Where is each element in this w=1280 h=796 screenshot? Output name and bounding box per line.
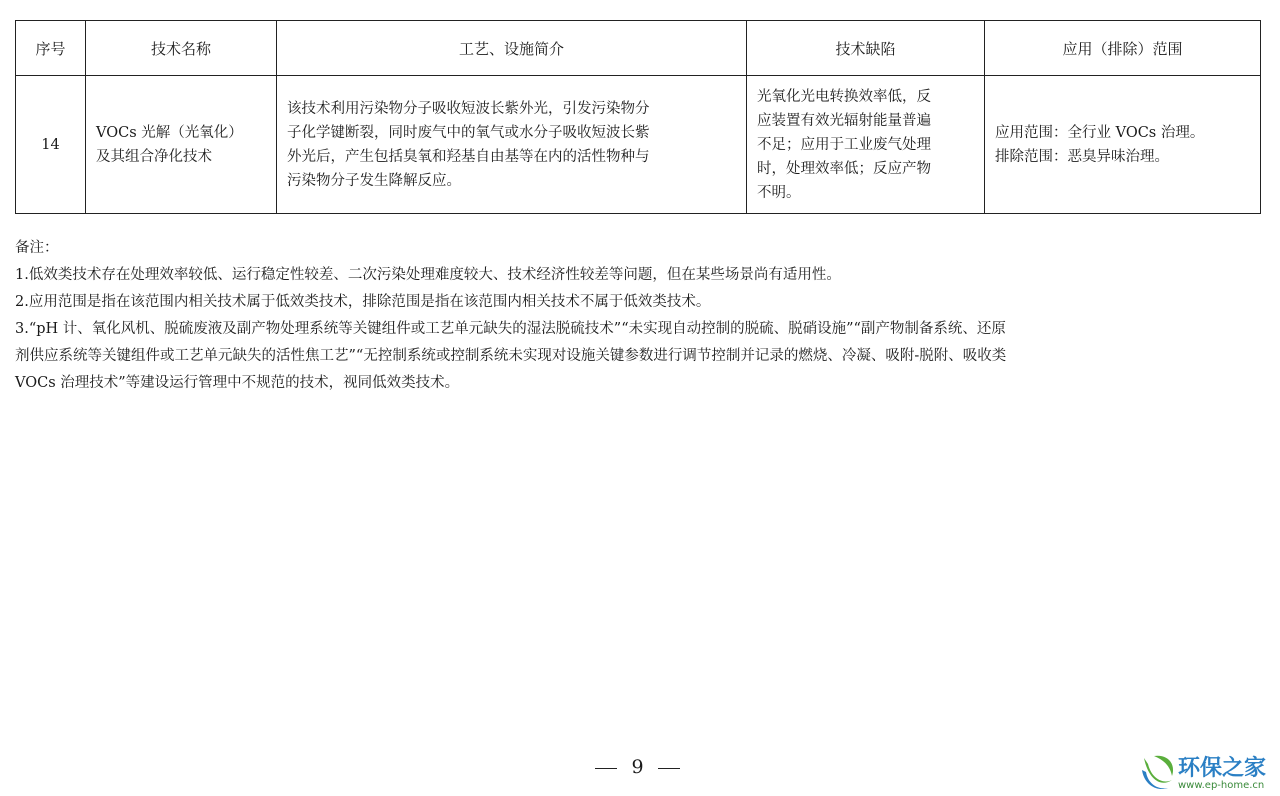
cell-technical-defect (747, 76, 985, 214)
header-technical-defect: 技术缺陷 (747, 21, 985, 76)
header-process-intro: 工艺、设施简介 (277, 21, 747, 76)
table-row (16, 76, 1261, 214)
dash-left (595, 768, 617, 769)
cell-application-scope (985, 76, 1261, 214)
cell-serial-number: 14 (16, 76, 86, 214)
intro-line: 该技术利用污染物分子吸收短波长紫外光，引发污染物分 (287, 100, 650, 117)
dash-right (658, 768, 680, 769)
brand-url: www.ep-home.cn (1178, 780, 1265, 791)
header-technology-name: 技术名称 (86, 21, 277, 76)
intro-line: 污染物分子发生降解反应。 (287, 172, 461, 189)
note-line: 1.低效类技术存在处理效率较低、运行稳定性较差、二次污染处理难度较大、技术经济性较差等问题，但在某些场景尚有适用性。 (15, 267, 841, 283)
defect-line: 时，处理效率低；反应产物 (757, 160, 931, 177)
scope-line: 排除范围：恶臭异味治理。 (995, 148, 1169, 165)
defect-line: 不足；应用于工业废气处理 (757, 136, 931, 153)
brand-name: 环保之家 (1178, 756, 1267, 781)
leaf-logo-icon (1138, 750, 1178, 794)
note-line: 剂供应系统等关键组件或工艺单元缺失的活性焦工艺”“无控制系统或控制系统未实现对设施关键参数进行调节控制并记录的燃烧、冷凝、吸附-脱附、吸收类 (15, 348, 1007, 364)
table-header-row (16, 21, 1261, 76)
name-line: VOCs 光解（光氧化） (96, 124, 243, 141)
cell-technology-name (86, 76, 277, 214)
header-serial-number: 序号 (16, 21, 86, 76)
header-application-scope: 应用（排除）范围 (985, 21, 1261, 76)
watermark-logo (1138, 750, 1280, 796)
name-line: 及其组合净化技术 (96, 148, 212, 165)
technology-table (15, 20, 1261, 214)
intro-line: 子化学键断裂，同时废气中的氧气或水分子吸收短波长紫 (287, 124, 650, 141)
note-line: 3.“pH 计、氧化风机、脱硫废液及副产物处理系统等关键组件或工艺单元缺失的湿法脱硫技术”“未实现自动控制的脱硫、脱硝设施”“副产物制备系统、还原 (15, 321, 1006, 337)
page-number-footer (0, 756, 1275, 778)
note-line: VOCs 治理技术”等建设运行管理中不规范的技术，视同低效类技术。 (15, 375, 460, 391)
intro-line: 外光后，产生包括臭氧和羟基自由基等在内的活性物种与 (287, 148, 650, 165)
defect-line: 应装置有效光辐射能量普遍 (757, 112, 931, 129)
page-number: 9 (631, 756, 644, 778)
defect-line: 不明。 (757, 184, 801, 201)
defect-line: 光氧化光电转换效率低，反 (757, 88, 931, 105)
note-line: 2.应用范围是指在该范围内相关技术属于低效类技术，排除范围是指在该范围内相关技术不属于低效类技术。 (15, 294, 711, 310)
scope-line: 应用范围：全行业 VOCs 治理。 (995, 124, 1205, 141)
notes-section (15, 235, 1263, 397)
notes-title: 备注： (15, 240, 59, 256)
cell-process-intro (277, 76, 747, 214)
